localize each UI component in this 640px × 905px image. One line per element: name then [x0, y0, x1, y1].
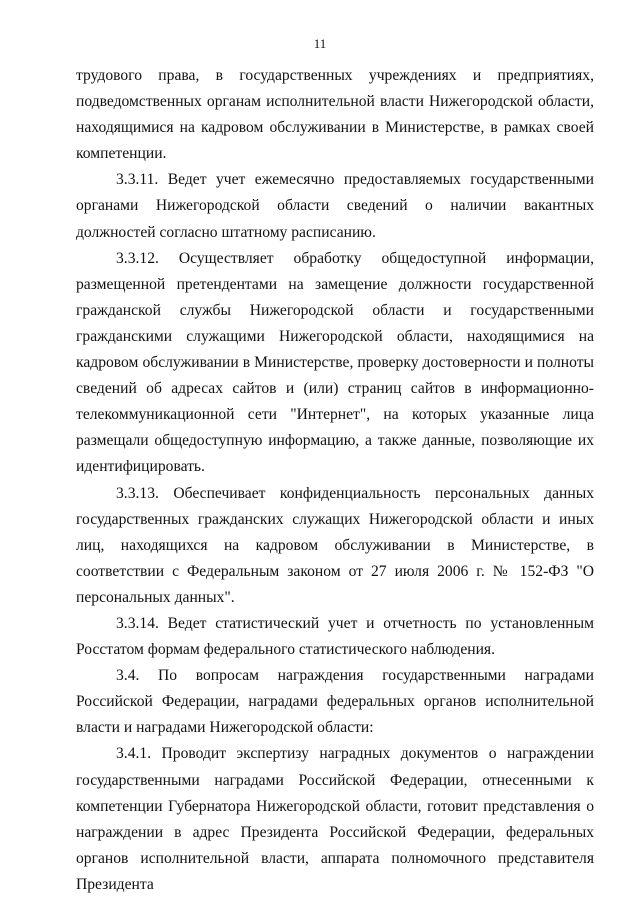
page-number: 11: [313, 36, 327, 51]
document-body: [76, 63, 594, 898]
paragraph-3-4: 3.4. По вопросам награждения государственными наградами Российской Федерации, наградами федеральных органов исполнительной власти и наградами Нижегородской области:: [76, 667, 594, 737]
paragraph-3-3-13: 3.3.13. Обеспечивает конфиденциальность персональных данных государственных гражданских служащих Нижегородской области и иных лиц, находящихся на кадровом обслуживании в Министерстве, в соответствии с Федеральным законом от 27 июля 2006 г. № 152-ФЗ "О персональных данных".: [76, 484, 594, 606]
paragraph-3-3-14: 3.3.14. Ведет статистический учет и отчетность по установленным Росстатом формам федерального статистического наблюдения.: [76, 614, 594, 659]
paragraph-continuation: трудового права, в государственных учреждениях и предприятиях, подведомственных органам исполнительной власти Нижегородской области, находящимися на кадровом обслуживании в Министерстве, в рамках своей компетенции.: [76, 67, 594, 163]
paragraph-3-3-12: 3.3.12. Осуществляет обработку общедоступной информации, размещенной претендентами на замещение должности государственной гражданской службы Нижегородской области и государственными гражданскими служащими Нижегородской области, находящимися на кадровом обслуживании в Министерстве, проверку достоверности и полноты сведений об адресах сайтов и (или) страниц сайтов в информационно-телекоммуникационной сети "Интернет", на которых указанные лица размещали общедоступную информацию, а также данные, позволяющие их идентифицировать.: [76, 249, 594, 476]
paragraph-3-3-11: 3.3.11. Ведет учет ежемесячно предоставляемых государственными органами Нижегородской области сведений о наличии вакантных должностей согласно штатному расписанию.: [76, 171, 594, 241]
paragraph-3-4-1: 3.4.1. Проводит экспертизу наградных документов о награждении государственными наградами Российской Федерации, отнесенными к компетенции Губернатора Нижегородской области, готовит представления о награждении в адрес Президента Российской Федерации, федеральных органов исполнительной власти, аппарата полномочного представителя Президента: [76, 745, 594, 893]
